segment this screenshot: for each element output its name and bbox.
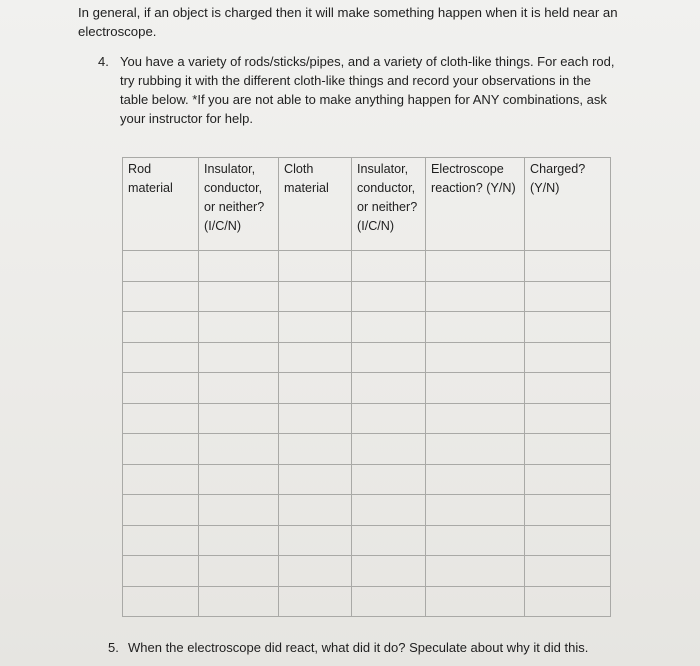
table-row xyxy=(123,342,611,373)
table-cell[interactable] xyxy=(279,495,352,526)
table-cell[interactable] xyxy=(279,556,352,587)
question-5-text: When the electroscope did react, what did it do? Speculate about why it did this. xyxy=(128,640,589,655)
table-row xyxy=(123,586,611,617)
table-cell[interactable] xyxy=(352,251,426,282)
table-cell[interactable] xyxy=(199,312,279,343)
table-row xyxy=(123,312,611,343)
header-rod-material: Rod material xyxy=(123,158,199,251)
table-cell[interactable] xyxy=(123,586,199,617)
table-cell[interactable] xyxy=(525,434,611,465)
table-cell[interactable] xyxy=(426,495,525,526)
table-row xyxy=(123,464,611,495)
table-cell[interactable] xyxy=(199,373,279,404)
table-cell[interactable] xyxy=(525,251,611,282)
table-cell[interactable] xyxy=(426,586,525,617)
table-cell[interactable] xyxy=(525,586,611,617)
table-cell[interactable] xyxy=(199,495,279,526)
table-cell[interactable] xyxy=(352,525,426,556)
table-row xyxy=(123,403,611,434)
table-cell[interactable] xyxy=(123,373,199,404)
table-cell[interactable] xyxy=(199,434,279,465)
table-cell[interactable] xyxy=(525,495,611,526)
table-cell[interactable] xyxy=(352,342,426,373)
table-cell[interactable] xyxy=(279,525,352,556)
table-row xyxy=(123,281,611,312)
table-cell[interactable] xyxy=(279,464,352,495)
table-cell[interactable] xyxy=(123,495,199,526)
table-header-row xyxy=(123,158,611,251)
table-cell[interactable] xyxy=(426,464,525,495)
table-cell[interactable] xyxy=(352,556,426,587)
table-row xyxy=(123,373,611,404)
table-cell[interactable] xyxy=(352,373,426,404)
question-4 xyxy=(98,52,618,128)
header-charged: Charged? (Y/N) xyxy=(525,158,611,251)
table-row xyxy=(123,434,611,465)
header-rod-insulator-conductor: Insulator, conductor, or neither? (I/C/N) xyxy=(199,158,279,251)
table-cell[interactable] xyxy=(525,525,611,556)
table-cell[interactable] xyxy=(352,312,426,343)
table-cell[interactable] xyxy=(426,373,525,404)
table-cell[interactable] xyxy=(426,403,525,434)
question-4-number: 4. xyxy=(98,54,109,69)
table-cell[interactable] xyxy=(123,403,199,434)
table-cell[interactable] xyxy=(199,586,279,617)
observation-table xyxy=(122,157,611,617)
table-cell[interactable] xyxy=(123,312,199,343)
table-cell[interactable] xyxy=(199,281,279,312)
table-row xyxy=(123,251,611,282)
table-cell[interactable] xyxy=(279,434,352,465)
table-cell[interactable] xyxy=(352,434,426,465)
table-cell[interactable] xyxy=(279,342,352,373)
table-cell[interactable] xyxy=(279,403,352,434)
table-cell[interactable] xyxy=(279,312,352,343)
table-cell[interactable] xyxy=(279,281,352,312)
question-5-number: 5. xyxy=(108,640,119,655)
table-cell[interactable] xyxy=(352,281,426,312)
table-cell[interactable] xyxy=(525,342,611,373)
table-cell[interactable] xyxy=(123,251,199,282)
table-cell[interactable] xyxy=(426,556,525,587)
table-cell[interactable] xyxy=(525,281,611,312)
table-row xyxy=(123,525,611,556)
table-cell[interactable] xyxy=(199,556,279,587)
table-cell[interactable] xyxy=(123,556,199,587)
table-row xyxy=(123,556,611,587)
table-cell[interactable] xyxy=(279,586,352,617)
table-cell[interactable] xyxy=(279,251,352,282)
table-cell[interactable] xyxy=(426,251,525,282)
header-cloth-insulator-conductor: Insulator, conductor, or neither? (I/C/N) xyxy=(352,158,426,251)
table-cell[interactable] xyxy=(352,495,426,526)
question-4-text: You have a variety of rods/sticks/pipes, and a variety of cloth-like things. For each rod, try rubbing it with the different cloth-like things and record your observations in the table below. *If you are not able to make anything happen for ANY combinations, ask your instructor for help. xyxy=(120,54,615,126)
table-cell[interactable] xyxy=(199,403,279,434)
table-cell[interactable] xyxy=(525,312,611,343)
table-cell[interactable] xyxy=(199,251,279,282)
table-cell[interactable] xyxy=(525,464,611,495)
table-cell[interactable] xyxy=(123,464,199,495)
table-cell[interactable] xyxy=(525,556,611,587)
header-electroscope-reaction: Electroscope reaction? (Y/N) xyxy=(426,158,525,251)
header-cloth-material: Cloth material xyxy=(279,158,352,251)
table-cell[interactable] xyxy=(426,525,525,556)
table-body xyxy=(123,251,611,617)
table-row xyxy=(123,495,611,526)
table-cell[interactable] xyxy=(123,281,199,312)
table-cell[interactable] xyxy=(123,434,199,465)
table-cell[interactable] xyxy=(199,525,279,556)
table-cell[interactable] xyxy=(123,525,199,556)
table-cell[interactable] xyxy=(426,312,525,343)
table-cell[interactable] xyxy=(279,373,352,404)
intro-paragraph: In general, if an object is charged then it will make something happen when it is held near an electroscope. xyxy=(78,5,618,39)
table-cell[interactable] xyxy=(352,586,426,617)
table-cell[interactable] xyxy=(123,342,199,373)
table-cell[interactable] xyxy=(426,434,525,465)
table-cell[interactable] xyxy=(352,464,426,495)
question-5 xyxy=(108,638,668,657)
table-cell[interactable] xyxy=(426,281,525,312)
table-cell[interactable] xyxy=(199,342,279,373)
table-cell[interactable] xyxy=(525,403,611,434)
table-cell[interactable] xyxy=(199,464,279,495)
table-cell[interactable] xyxy=(426,342,525,373)
table-cell[interactable] xyxy=(525,373,611,404)
table-cell[interactable] xyxy=(352,403,426,434)
